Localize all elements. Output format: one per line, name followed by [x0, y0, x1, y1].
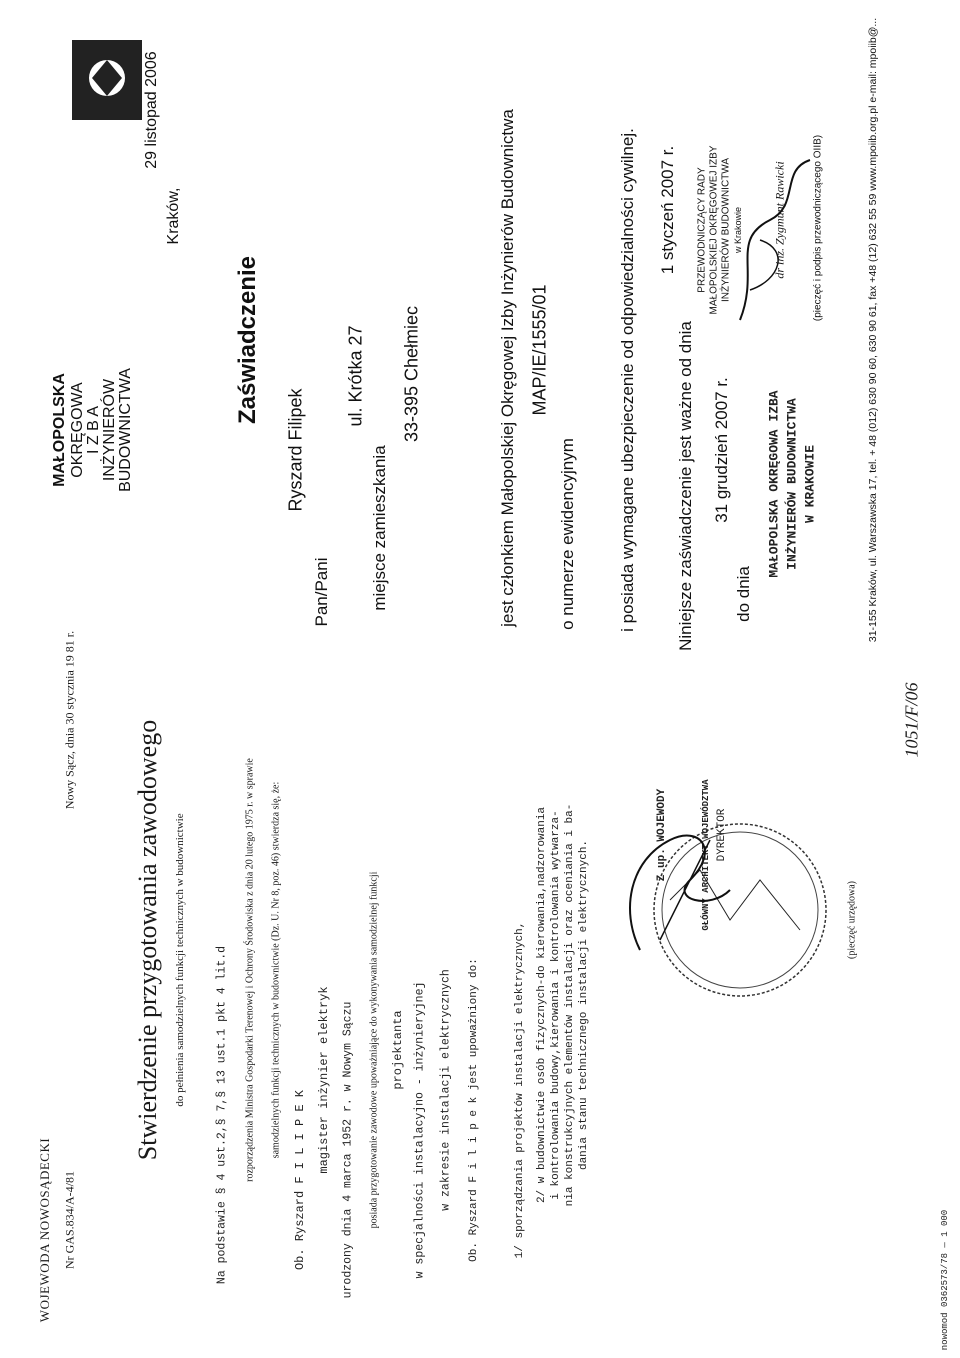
valid-until: 31 grudzień 2007 r.	[712, 377, 731, 523]
city: 33-395 Chełmiec	[401, 305, 422, 443]
authorized-line: Ob. Ryszard F i l i p e k jest upoważniony do:	[468, 958, 480, 1262]
header-address: 31-155 Kraków, ul. Warszawska 17, tel. + 48 (012) 630 90 60, 630 90 61, fax +48 (12) 632 55 59 www.mpoiib.org.pl e-mail: mpoiib@...	[867, 17, 879, 643]
chamber-logo	[72, 40, 142, 120]
person-line: Ob. Ryszard F I L I P E K	[293, 1089, 307, 1271]
scope-item: dania stanu technicznego instalacji elektrycznych.	[578, 839, 590, 1171]
validity-text: Niniejsze zaświadczenie jest ważne od dnia	[676, 321, 695, 651]
scope-item: nia konstrukcyjnych elementów instalacji oraz oceniania i ba-	[564, 803, 576, 1207]
chairman-line: MAŁOPOLSKIEJ OKRĘGOWEJ IZBY	[708, 145, 720, 315]
birth-line: urodzony dnia 4 marca 1952 r. w Nowym Sączu	[341, 1001, 355, 1299]
stamp-caption: (pieczęć urzędowa)	[846, 881, 858, 959]
chairman-line: PRZEWODNICZĄCY RADY	[696, 167, 708, 293]
org-name-line: MAŁOPOLSKA	[51, 373, 68, 487]
chamber-stamp-line: W KRAKOWIE	[802, 444, 818, 524]
chamber-stamp-line: INŻYNIERÓW BUDOWNICTWA	[784, 398, 800, 570]
footer-code: nowomod 0362573/78 — 1 000	[940, 1209, 950, 1351]
scope-item: 2/ w budownictwie osób fizycznych-do kierowania,nadzorowania	[536, 806, 548, 1204]
place-label: Kraków,	[165, 187, 182, 245]
function-value: projektanta	[391, 1010, 405, 1090]
place-date: Nowy Sącz, dnia 30 stycznia 19 81 r.	[62, 630, 77, 810]
insurance-text: i posiada wymagane ubezpieczenie od odpowiedzialności cywilnej.	[618, 128, 637, 632]
degree-line: magister inżynier elektryk	[317, 986, 331, 1174]
signature-caption: (pieczęć i podpis przewodniczącego OIIB)	[812, 134, 824, 322]
scope-item: i kontrolowania budowy,kierowania i kontrolowania wytwarza-	[550, 810, 562, 1200]
sign-up-wojewody: Z up. WOJEWODY	[656, 788, 668, 882]
person-label: Pan/Pani	[312, 557, 331, 627]
org-name-line: BUDOWNICTWA	[117, 368, 134, 492]
specialty-line: w specjalności instalacyjno - inżynieryjnej	[413, 981, 427, 1279]
scope-item: 1/ sporządzania projektów instalacji elektrycznych,	[514, 921, 526, 1259]
valid-from: 1 styczeń 2007 r.	[658, 145, 677, 275]
legal-basis-line-2: rozporządzenia Ministra Gospodarki Terenowej i Ochrony Środowiska z dnia 20 lutego 1975 r. w sprawie	[244, 758, 256, 1182]
chairman-name: dr inż. Zygmunt Rawicki	[772, 161, 787, 279]
street: ul. Krótka 27	[345, 325, 366, 427]
residence-label: miejsce zamieszkania	[370, 445, 389, 611]
handwritten-signature	[600, 820, 760, 960]
legal-basis-line-1: Na podstawie § 4 ust.2,§ 7,§ 13 ust.1 pkt 4 lit.d	[215, 945, 229, 1285]
chamber-stamp-line: MAŁOPOLSKA OKRĘGOWA IZBA	[766, 390, 782, 578]
membership-text: jest członkiem Małopolskiej Okręgowej Izby Inżynierów Budownictwa	[498, 109, 517, 627]
registry-label: o numerze ewidencyjnym	[558, 438, 577, 630]
authority: WOJEWODA NOWOSĄDECKI	[37, 1137, 52, 1323]
issue-date: 29 listopad 2006	[143, 51, 160, 169]
qualification-line: posiada przygotowanie zawodowe upoważniające do wykonywania samodzielnej funkcji	[368, 871, 380, 1229]
document-title: Zaświadczenie	[234, 255, 261, 425]
person-name: Ryszard Filipek	[285, 388, 306, 512]
certificate-title: Stwierdzenie przygotowania zawodowego	[133, 719, 162, 1161]
org-name-line: INŻYNIERÓW	[101, 378, 118, 482]
until-label: do dnia	[734, 566, 753, 622]
sign-main-architect: GŁÓWNY ARCHITEKT WOJEWÓDZTWA	[701, 779, 711, 931]
org-name-line: OKRĘGOWA	[69, 382, 86, 478]
handwritten-number: 1051/F/06	[901, 682, 922, 758]
reference-number: Nr GAS.834/A-4/81	[62, 1171, 77, 1269]
chairman-line: w Krakowie	[733, 206, 743, 254]
certificate-subtitle: do pełnienia samodzielnych funkcji technicznych w budownictwie	[174, 813, 186, 1107]
scope-line: w zakresie instalacji elektrycznych	[439, 969, 453, 1211]
org-name-line: I Z B A	[85, 405, 102, 455]
chairman-line: INŻYNIERÓW BUDOWNICTWA	[720, 157, 732, 303]
registry-number: MAP/IE/1555/01	[529, 284, 550, 416]
legal-basis-line-3: samodzielnych funkcji technicznych w budownictwie (Dz. U. Nr 8, poz. 46) stwierdza się, że:	[270, 781, 282, 1159]
sign-director: DYREKTOR	[716, 808, 728, 862]
